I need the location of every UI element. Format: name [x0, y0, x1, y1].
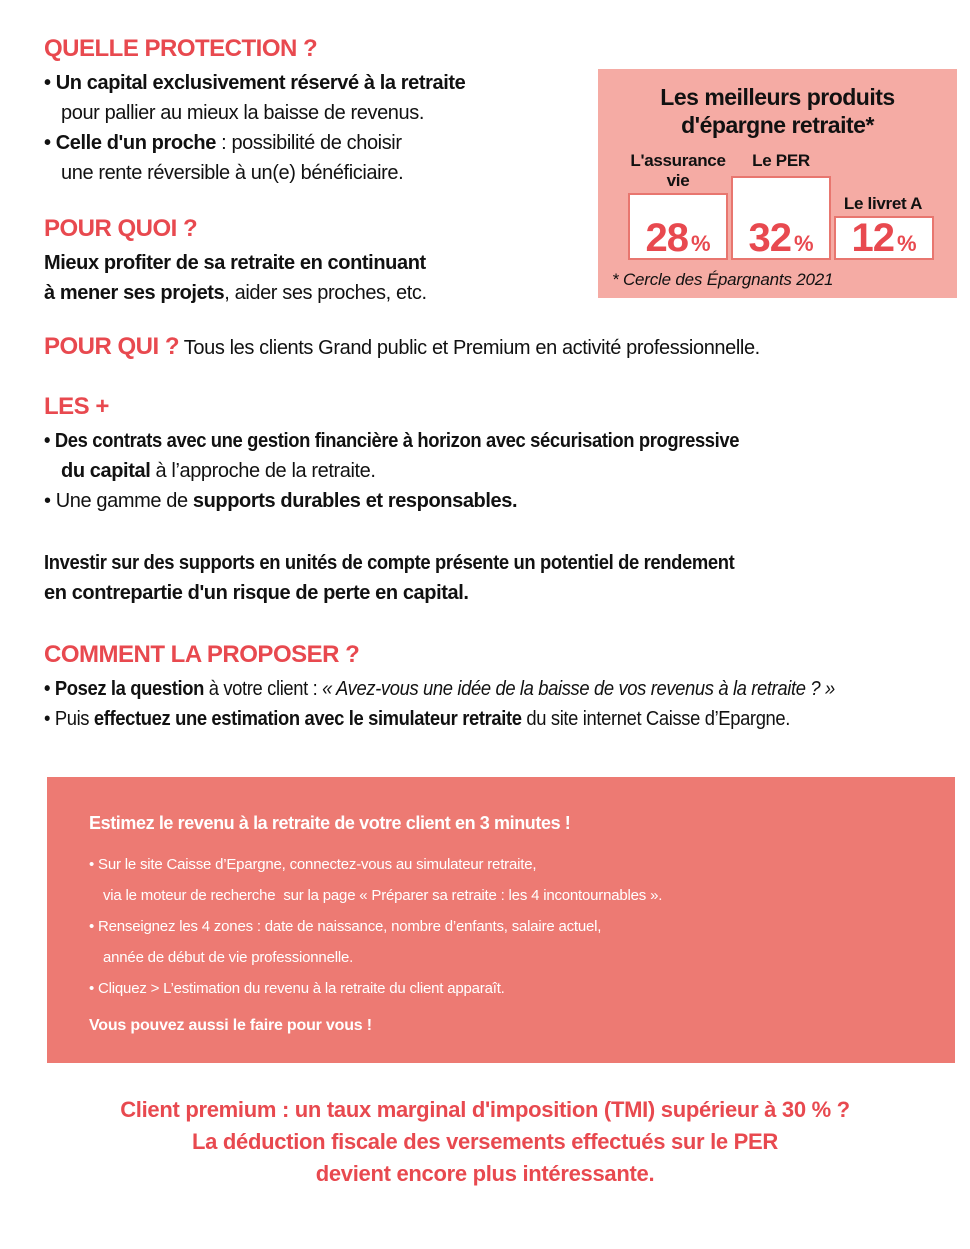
heading-pour-qui: POUR QUI ? — [44, 333, 180, 360]
body-line — [44, 578, 794, 608]
bar-assurance-vie — [628, 193, 728, 260]
best-products-chart-card — [598, 69, 957, 298]
body-line — [44, 332, 760, 363]
text-run-bold: • Posez la question — [44, 678, 204, 700]
section-les-plus — [44, 392, 800, 516]
text-run-bold: effectuez une estimation avec le simulateur retraite — [93, 708, 522, 730]
bar-label-line: L'assurance — [630, 151, 726, 170]
bar-label-line: Le PER — [752, 151, 810, 170]
callout-bullet-line: • Renseignez les 4 zones : date de naissance, nombre d’enfants, salaire actuel, — [89, 918, 602, 935]
text-run-bold: supports durables et responsables. — [192, 490, 518, 512]
bar-label-line: vie — [666, 171, 690, 190]
text-run-bold: Mieux profiter de sa retraite en continuant — [44, 252, 426, 274]
callout-title: Estimez le revenu à la retraite de votre client en 3 minutes ! — [89, 813, 571, 833]
section-pour-quoi — [44, 214, 427, 308]
text-run-bold: Investir sur des supports en unités de compte présente un potentiel de rendement — [44, 552, 735, 574]
bullet-line — [44, 704, 835, 734]
section-warning — [44, 548, 794, 608]
section-pour-qui — [44, 332, 760, 363]
bullet-line — [44, 426, 739, 456]
bar-label-line: Le livret A — [843, 194, 923, 213]
text-run: Tous les clients Grand public et Premium en activité professionnelle. — [179, 337, 760, 359]
bar-label-per — [731, 151, 831, 171]
text-run: • Puis — [44, 708, 94, 730]
bullet-line — [44, 674, 835, 704]
callout-bullet-line: • Sur le site Caisse d’Epargne, connectez-vous au simulateur retraite, — [89, 856, 537, 873]
premium-client-note — [0, 1094, 970, 1190]
simulator-callout-card — [47, 777, 955, 1063]
text-run-bold: • Un capital exclusivement réservé à la retraite — [44, 72, 466, 94]
chart-title-line-2: d'épargne retraite* — [681, 112, 874, 138]
bullet-continuation: pour pallier au mieux la baisse de revenus. — [61, 102, 425, 124]
bullet-line — [44, 68, 465, 98]
bar-value-unit: % — [896, 231, 917, 256]
bar-value-unit: % — [690, 231, 711, 256]
heading-pour-quoi: POUR QUOI ? — [44, 215, 198, 242]
premium-note-line-3: devient encore plus intéressante. — [315, 1161, 655, 1186]
bar-value: 12 — [851, 216, 894, 261]
callout-bullet-line: • Cliquez > L’estimation du revenu à la retraite du client apparaît. — [89, 980, 505, 997]
text-run-italic: « Avez-vous une idée de la baisse de vos revenus à la retraite ? » — [322, 678, 835, 700]
text-run-bold: • Des contrats avec une gestion financière à horizon avec sécurisation progressive — [44, 430, 740, 452]
text-run: à votre client : — [203, 678, 323, 700]
chart-source: * Cercle des Épargnants 2021 — [612, 270, 834, 289]
premium-note-line-2: La déduction fiscale des versements effectués sur le PER — [192, 1129, 778, 1154]
text-run-bold: du capital — [61, 460, 151, 482]
section-comment-proposer — [44, 640, 904, 734]
bar-value-unit: % — [793, 231, 814, 256]
bullet-continuation — [44, 456, 800, 486]
premium-note-line-1: Client premium : un taux marginal d'imposition (TMI) supérieur à 30 % ? — [120, 1097, 850, 1122]
text-run: du site internet Caisse d’Epargne. — [521, 708, 791, 730]
heading-quelle-protection: QUELLE PROTECTION ? — [44, 35, 318, 62]
text-run-bold: en contrepartie d'un risque de perte en capital. — [44, 582, 469, 604]
bar-livret-a — [834, 216, 934, 260]
section-quelle-protection — [44, 34, 465, 188]
heading-comment-proposer: COMMENT LA PROPOSER ? — [44, 641, 360, 668]
bullet-line — [44, 486, 800, 516]
bullet-line — [44, 128, 465, 158]
bullet-continuation: une rente réversible à un(e) bénéficiaire. — [61, 162, 404, 184]
text-run: à l’approche de la retraite. — [150, 460, 376, 482]
chart-title — [598, 83, 957, 139]
text-run: : possibilité de choisir — [215, 132, 402, 154]
body-line — [44, 278, 427, 308]
callout-emphasis: Vous pouvez aussi le faire pour vous ! — [89, 1017, 372, 1034]
chart-title-line-1: Les meilleurs produits — [660, 84, 895, 110]
heading-les-plus: LES + — [44, 393, 109, 420]
bar-value: 28 — [645, 216, 688, 261]
bar-value: 32 — [748, 216, 791, 261]
body-line — [44, 548, 734, 578]
callout-bullet-continuation: année de début de vie professionnelle. — [103, 949, 354, 966]
text-run: • Une gamme de — [44, 490, 193, 512]
callout-bullet-continuation: via le moteur de recherche sur la page « Préparer sa retraite : les 4 incontournables ». — [103, 887, 663, 904]
text-run: , aider ses proches, etc. — [224, 282, 427, 304]
text-run-bold: • Celle d'un proche — [44, 132, 216, 154]
text-run-bold: à mener ses projets — [44, 282, 225, 304]
bar-per — [731, 176, 831, 260]
body-line — [44, 248, 427, 278]
